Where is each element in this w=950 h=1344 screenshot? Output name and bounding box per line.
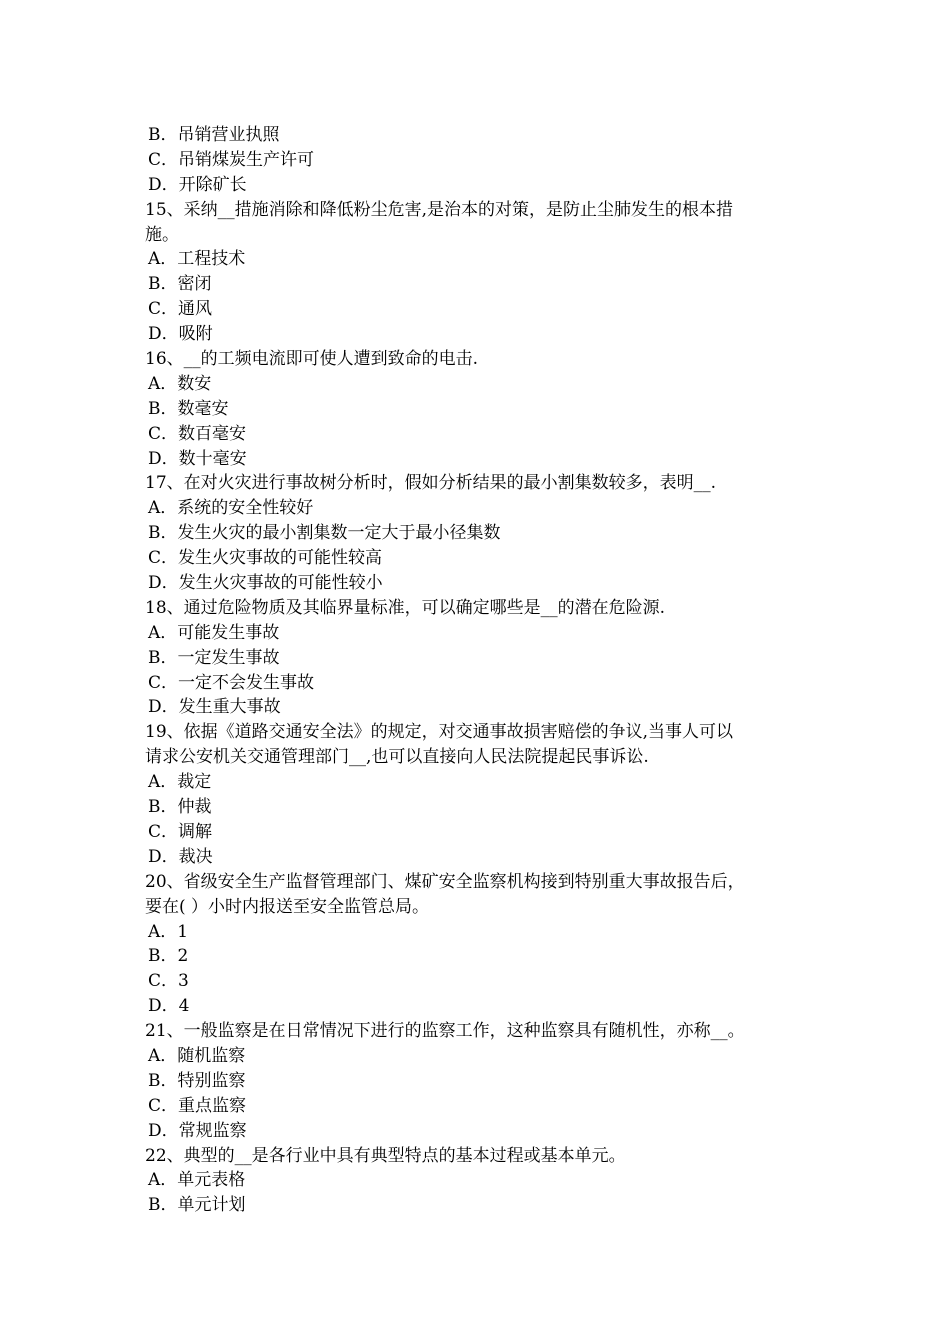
answer-option: D．裁决	[148, 846, 213, 867]
answer-option: B．特别监察	[148, 1070, 246, 1091]
question-text: 18、通过危险物质及其临界量标准，可以确定哪些是__的潜在危险源.	[145, 597, 666, 618]
answer-option: C．3	[148, 971, 189, 992]
answer-option: C．调解	[148, 821, 213, 842]
answer-option: A．随机监察	[148, 1045, 246, 1066]
question-text: 请求公安机关交通管理部门__,也可以直接向人民法院提起民事诉讼.	[145, 747, 649, 768]
question-text: 22、典型的__是各行业中具有典型特点的基本过程或基本单元。	[145, 1145, 626, 1166]
answer-option: A．1	[148, 921, 189, 942]
answer-option: C．吊销煤炭生产许可	[148, 149, 315, 170]
answer-option: B．发生火灾的最小割集数一定大于最小径集数	[148, 523, 501, 544]
question-text: 16、__的工频电流即可使人遭到致命的电击.	[145, 349, 479, 370]
question-text: 17、在对火灾进行事故树分析时，假如分析结果的最小割集数较多，表明__.	[145, 473, 717, 494]
answer-option: B．吊销营业执照	[148, 125, 280, 145]
question-text: 19、依据《道路交通安全法》的规定，对交通事故损害赔偿的争议,当事人可以	[145, 722, 734, 743]
question-text: 21、一般监察是在日常情况下进行的监察工作，这种监察具有随机性，亦称__。	[145, 1021, 745, 1042]
answer-option: B．一定发生事故	[148, 647, 280, 668]
answer-option: B．数毫安	[148, 398, 229, 419]
question-text: 要在( ）小时内报送至安全监管总局。	[145, 896, 430, 917]
answer-option: A．单元表格	[148, 1170, 246, 1191]
answer-option: A．系统的安全性较好	[148, 498, 314, 519]
answer-option: C．数百毫安	[148, 423, 247, 444]
answer-option: D．发生重大事故	[148, 697, 281, 718]
answer-option: B．2	[148, 946, 189, 967]
question-text: 施。	[145, 224, 179, 245]
answer-option: D．4	[148, 996, 190, 1017]
answer-option: D．发生火灾事故的可能性较小	[148, 573, 383, 594]
answer-option: A．工程技术	[148, 249, 246, 270]
answer-option: B．单元计划	[148, 1195, 246, 1216]
answer-option: C．重点监察	[148, 1095, 247, 1116]
answer-option: A．裁定	[148, 772, 212, 793]
answer-option: B．密闭	[148, 274, 212, 295]
question-text: 20、省级安全生产监督管理部门、煤矿安全监察机构接到特别重大事故报告后，	[145, 871, 745, 892]
answer-option: D．吸附	[148, 324, 213, 345]
question-text: 15、采纳__措施消除和降低粉尘危害,是治本的对策，是防止尘肺发生的根本措	[145, 199, 734, 220]
document-body	[145, 123, 825, 1218]
answer-option: C．发生火灾事故的可能性较高	[148, 548, 383, 569]
answer-option: D．常规监察	[148, 1120, 247, 1141]
answer-option: C．一定不会发生事故	[148, 672, 315, 693]
answer-option: D．数十毫安	[148, 448, 247, 469]
answer-option: D．开除矿长	[148, 174, 247, 195]
answer-option: A．可能发生事故	[148, 622, 280, 643]
answer-option: B．仲裁	[148, 797, 212, 818]
answer-option: C．通风	[148, 299, 213, 320]
answer-option: A．数安	[148, 373, 212, 394]
